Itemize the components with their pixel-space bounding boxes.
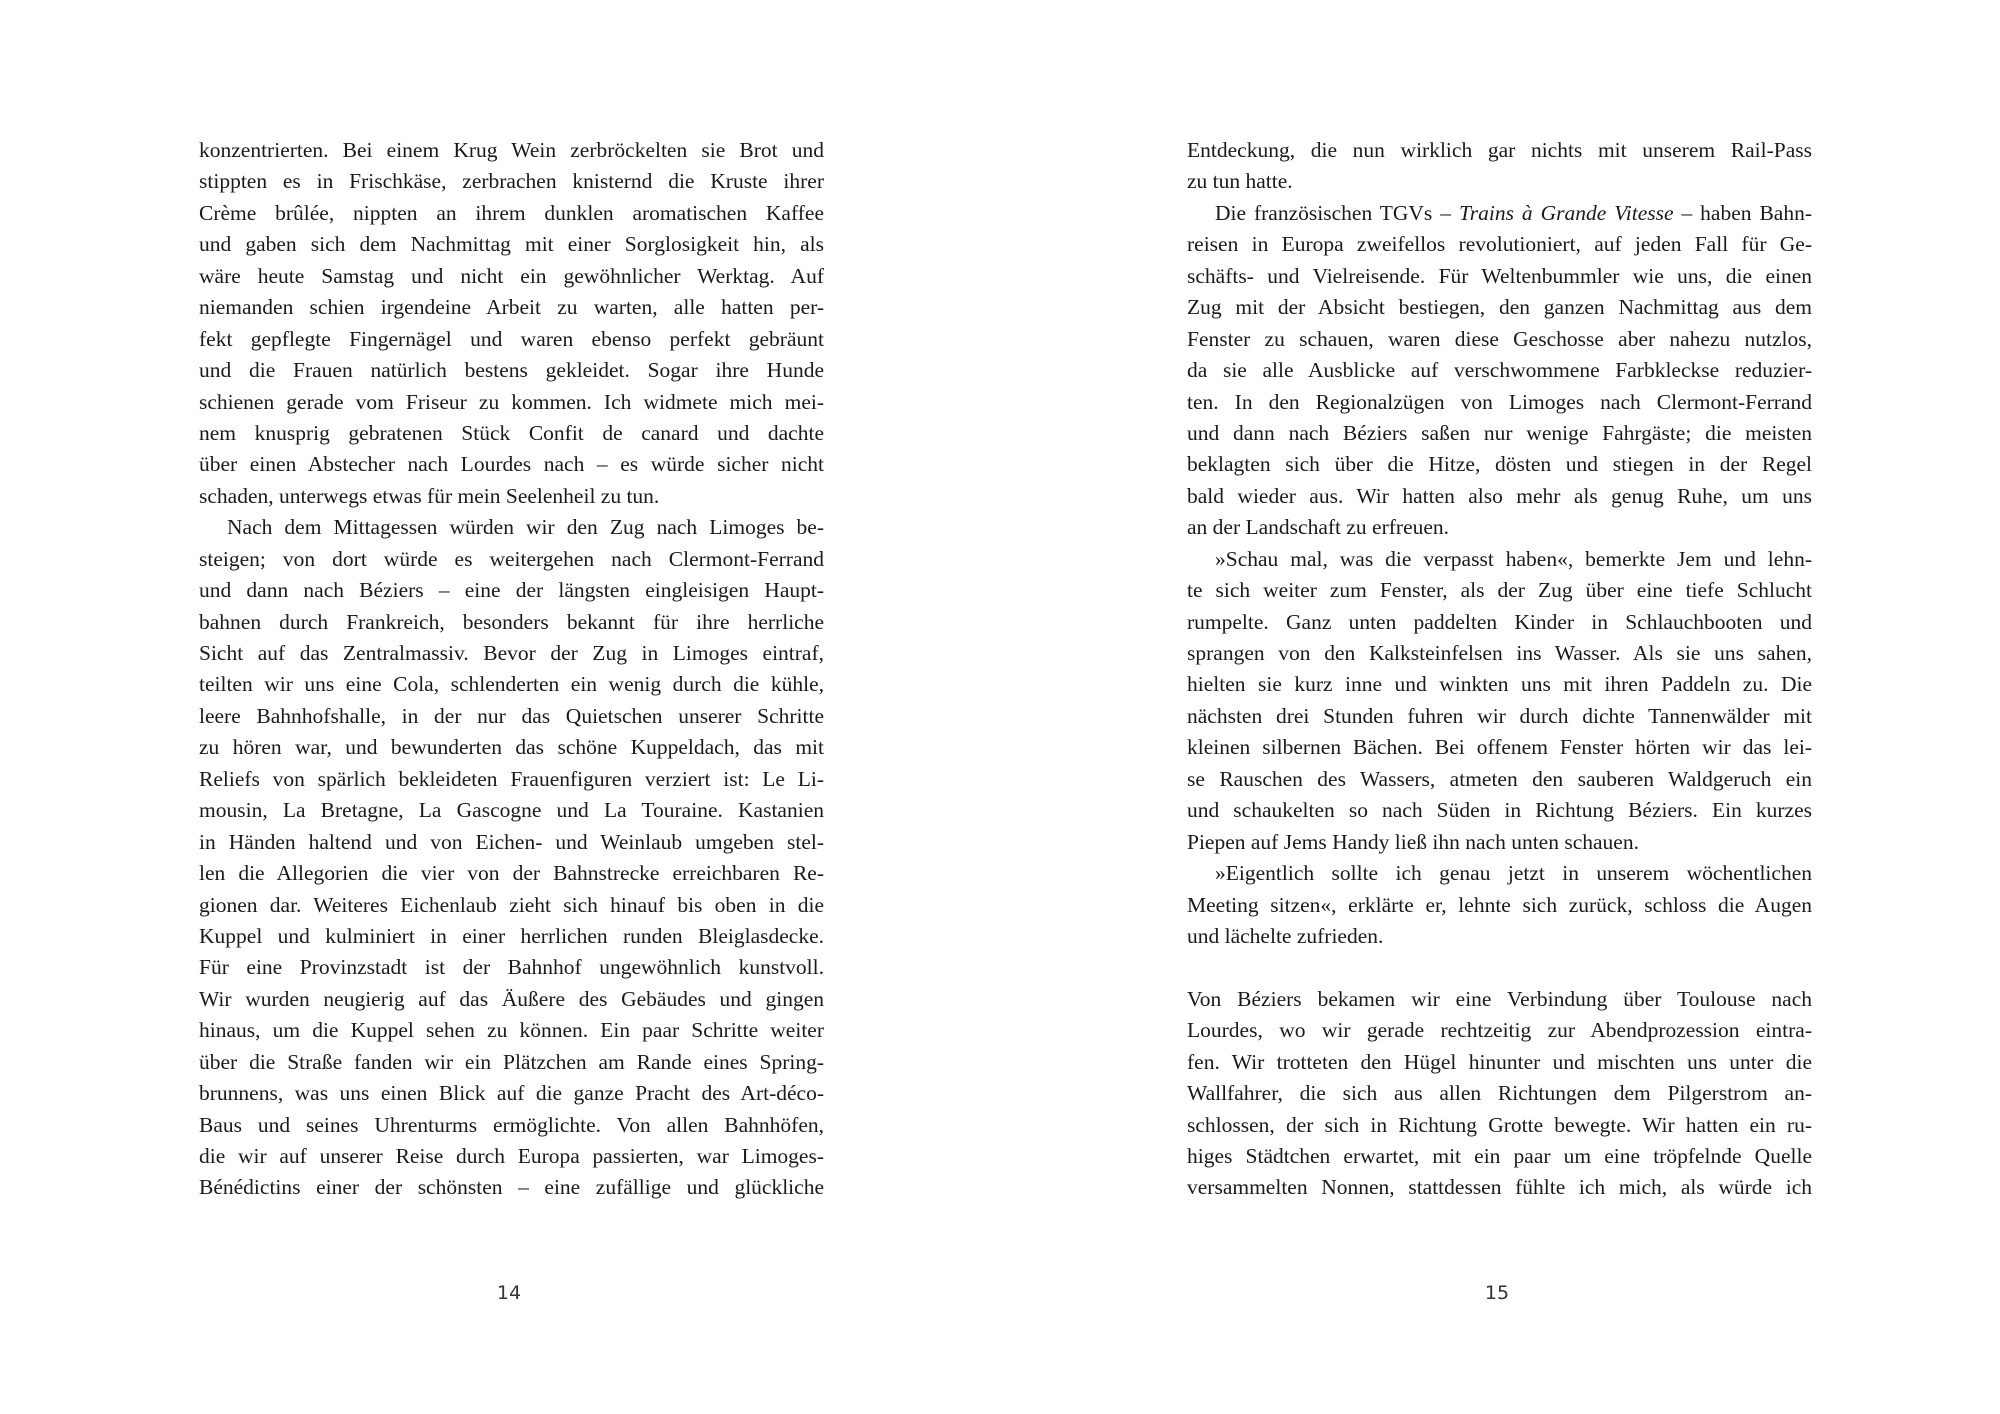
text-line: steigen; von dort würde es weitergehen nach Clermont-Ferrand	[199, 546, 824, 571]
text-line: ten. In den Regionalzügen von Limoges nach Clermont-Ferrand	[1187, 389, 1812, 414]
text-line: se Rauschen des Wassers, atmeten den sauberen Waldgeruch ein	[1187, 766, 1812, 791]
text-line: hinaus, um die Kuppel sehen zu können. Ein paar Schritte weiter	[199, 1018, 824, 1043]
text-line: stippten es in Frischkäse, zerbrachen knisternd die Kruste ihrer	[199, 169, 824, 194]
text-line: niemanden schien irgendeine Arbeit zu warten, alle hatten per-	[199, 295, 824, 320]
left-page-text	[199, 135, 824, 1204]
text-line: Meeting sitzen«, erklärte er, lehnte sich zurück, schloss die Augen	[1187, 892, 1812, 917]
text-line: higes Städtchen erwartet, mit ein paar um eine tröpfelnde Quelle	[1187, 1144, 1812, 1168]
text-line: Baus und seines Uhrenturms ermöglichte. Von allen Bahnhöfen,	[199, 1112, 824, 1137]
text-line: Bénédictins einer der schönsten – eine zufällige und glückliche	[199, 1175, 824, 1200]
text-line: bahnen durch Frankreich, besonders bekannt für ihre herrliche	[199, 609, 824, 634]
text-line: Kuppel und kulminiert in einer herrlichen runden Bleiglasdecke.	[199, 923, 824, 948]
text-line: »Schau mal, was die verpasst haben«, bemerkte Jem und lehn-	[1215, 546, 1812, 571]
text-line: teilten wir uns eine Cola, schlenderten ein wenig durch die kühle,	[199, 672, 824, 697]
right-page-text	[1187, 135, 1812, 1204]
text-line: Nach dem Mittagessen würden wir den Zug nach Limoges be-	[227, 515, 824, 540]
text-line: schäfts- und Vielreisende. Für Weltenbummler wie uns, die einen	[1187, 263, 1812, 288]
page-number-left: 14	[496, 1282, 522, 1304]
text-line: Die französischen TGVs – Trains à Grande Vitesse – haben Bahn-	[1215, 200, 1813, 225]
italic-phrase: Trains à Grande Vitesse	[1458, 200, 1674, 225]
text-line: schienen gerade vom Friseur zu kommen. Ich widmete mich mei-	[199, 389, 824, 414]
text-line: zu hören war, und bewunderten das schöne Kuppeldach, das mit	[199, 735, 824, 760]
text-line: gionen dar. Weiteres Eichenlaub zieht sich hinauf bis oben in die	[199, 892, 824, 917]
text-line: konzentrierten. Bei einem Krug Wein zerbröckelten sie Brot und	[199, 138, 824, 162]
text-line: leere Bahnhofshalle, in der nur das Quietschen unserer Schritte	[199, 703, 824, 728]
text-line: schlossen, der sich in Richtung Grotte bewegte. Wir hatten ein ru-	[1187, 1112, 1812, 1137]
text-line: Wallfahrer, die sich aus allen Richtungen dem Pilgerstrom an-	[1187, 1081, 1812, 1106]
text-line: und die Frauen natürlich bestens gekleidet. Sogar ihre Hunde	[199, 358, 824, 383]
text-line: und gaben sich dem Nachmittag mit einer Sorglosigkeit hin, als	[199, 232, 824, 257]
text-line: fekt gepflegte Fingernägel und waren ebenso perfekt gebräunt	[199, 326, 824, 351]
text-line: versammelten Nonnen, stattdessen fühlte ich mich, als würde ich	[1187, 1175, 1812, 1200]
text-line: Entdeckung, die nun wirklich gar nichts mit unserem Rail-Pass	[1187, 138, 1812, 162]
text-line: kleinen silbernen Bächen. Bei offenem Fenster hörten wir das lei-	[1187, 735, 1812, 760]
text-line: Reliefs von spärlich bekleideten Frauenfiguren verziert ist: Le Li-	[199, 766, 824, 791]
text-line: fen. Wir trotteten den Hügel hinunter und mischten uns unter die	[1187, 1049, 1812, 1074]
text-line: und lächelte zufrieden.	[1187, 923, 1384, 948]
text-line: über einen Abstecher nach Lourdes nach – es würde sicher nicht	[199, 452, 824, 477]
text-line: beklagten sich über die Hitze, dösten und stiegen in der Regel	[1187, 452, 1812, 477]
text-line: Sicht auf das Zentralmassiv. Bevor der Zug in Limoges eintraf,	[199, 641, 824, 665]
text-line: sprangen von den Kalksteinfelsen ins Wasser. Als sie uns sahen,	[1187, 641, 1812, 665]
text-line: und dann nach Béziers – eine der längsten eingleisigen Haupt-	[199, 578, 824, 603]
text-line: bald wieder aus. Wir hatten also mehr als genug Ruhe, um uns	[1187, 483, 1812, 508]
text-line: in Händen haltend und von Eichen- und Weinlaub umgeben stel-	[199, 829, 824, 854]
text-line: Crème brûlée, nippten an ihrem dunklen aromatischen Kaffee	[199, 200, 824, 225]
text-line: die wir auf unserer Reise durch Europa passierten, war Limoges-	[199, 1144, 824, 1168]
page-number-right: 15	[1484, 1282, 1510, 1304]
text-line: Für eine Provinzstadt ist der Bahnhof ungewöhnlich kunstvoll.	[199, 955, 824, 980]
text-line: und schaukelten so nach Süden in Richtung Béziers. Ein kurzes	[1187, 798, 1812, 823]
text-line: Zug mit der Absicht bestiegen, den ganzen Nachmittag aus dem	[1187, 295, 1812, 320]
text-line: an der Landschaft zu erfreuen.	[1187, 515, 1450, 540]
text-line: über die Straße fanden wir ein Plätzchen am Rande eines Spring-	[199, 1049, 824, 1074]
text-line: und dann nach Béziers saßen nur wenige Fahrgäste; die meisten	[1187, 420, 1812, 445]
text-line: da sie alle Ausblicke auf verschwommene Farbkleckse reduzier-	[1187, 358, 1812, 383]
text-line: Fenster zu schauen, waren diese Geschosse aber nahezu nutzlos,	[1187, 326, 1812, 351]
text-line: hielten sie kurz inne und winkten uns mit ihren Paddeln zu. Die	[1187, 672, 1812, 697]
section-break	[1187, 952, 1812, 983]
text-line: schaden, unterwegs etwas für mein Seelenheil zu tun.	[199, 483, 660, 508]
text-line: rumpelte. Ganz unten paddelten Kinder in Schlauchbooten und	[1187, 609, 1812, 634]
text-line: »Eigentlich sollte ich genau jetzt in unserem wöchentlichen	[1215, 861, 1812, 886]
text-line: brunnens, was uns einen Blick auf die ganze Pracht des Art-déco-	[199, 1081, 824, 1106]
text-line: reisen in Europa zweifellos revolutioniert, auf jeden Fall für Ge-	[1187, 232, 1812, 257]
text-line: nächsten drei Stunden fuhren wir durch dichte Tannenwälder mit	[1187, 703, 1812, 728]
text-line: mousin, La Bretagne, La Gascogne und La Touraine. Kastanien	[199, 798, 824, 823]
text-line: Von Béziers bekamen wir eine Verbindung über Toulouse nach	[1187, 986, 1812, 1011]
text-line: len die Allegorien die vier von der Bahnstrecke erreichbaren Re-	[199, 861, 824, 886]
text-line: Wir wurden neugierig auf das Äußere des Gebäudes und gingen	[199, 986, 824, 1011]
text-line: wäre heute Samstag und nicht ein gewöhnlicher Werktag. Auf	[199, 263, 824, 288]
text-line: Lourdes, wo wir gerade rechtzeitig zur Abendprozession eintra-	[1187, 1018, 1812, 1043]
text-line: nem knusprig gebratenen Stück Confit de canard und dachte	[199, 420, 824, 445]
text-line: zu tun hatte.	[1187, 169, 1293, 194]
text-line: te sich weiter zum Fenster, als der Zug über eine tiefe Schlucht	[1187, 578, 1812, 603]
text-line: Piepen auf Jems Handy ließ ihn nach unten schauen.	[1187, 829, 1639, 854]
